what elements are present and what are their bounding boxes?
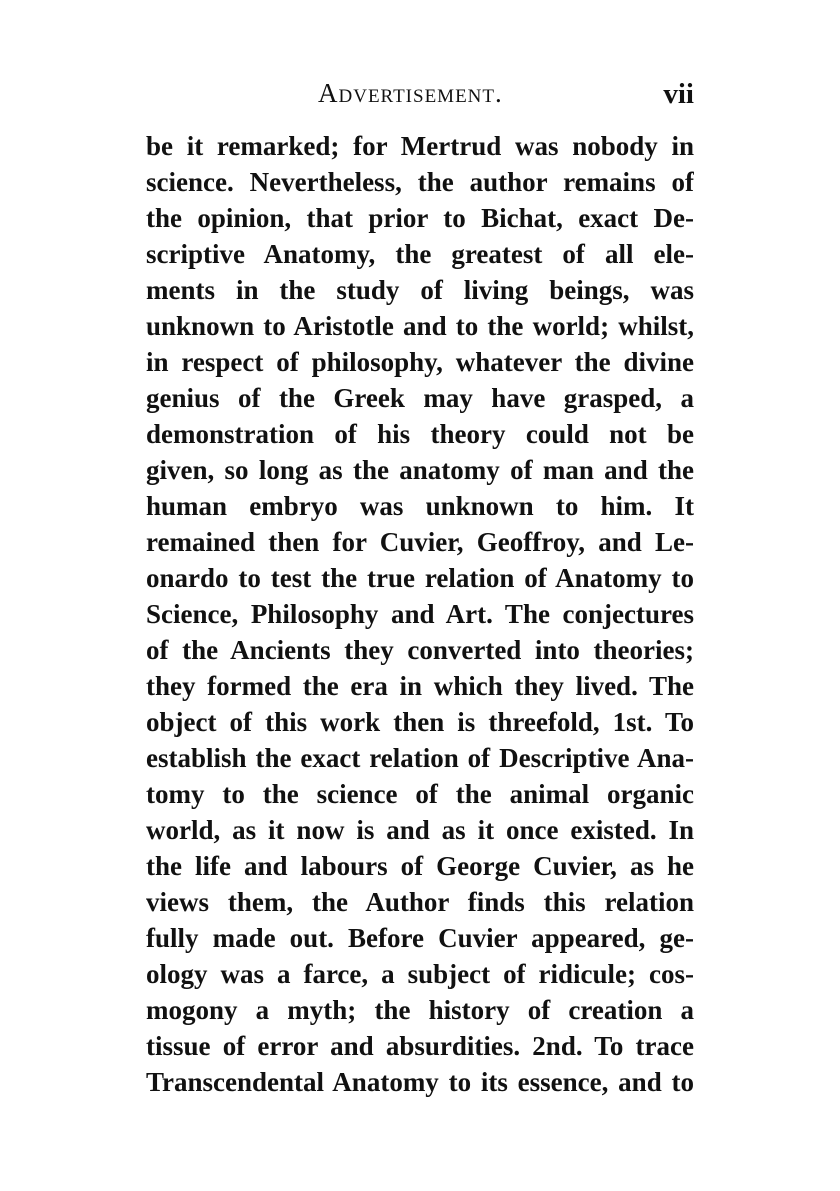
text-line: object of this work then is threefold, 1st. To xyxy=(146,707,694,737)
text-line: of the Ancients they converted into theories; xyxy=(146,635,694,665)
running-head xyxy=(146,78,694,118)
text-line: unknown to Aristotle and to the world; whilst, xyxy=(146,311,694,341)
text-line: the life and labours of George Cuvier, as he xyxy=(146,851,694,881)
text-line: tomy to the science of the animal organic xyxy=(146,779,694,809)
text-line: human embryo was unknown to him. It xyxy=(146,491,694,521)
text-line: Science, Philosophy and Art. The conjectures xyxy=(146,599,694,629)
text-line: science. Nevertheless, the author remains of xyxy=(146,167,694,197)
text-line: mogony a myth; the history of creation a xyxy=(146,995,694,1025)
text-line: establish the exact relation of Descriptive Ana- xyxy=(146,743,694,773)
text-line: in respect of philosophy, whatever the divine xyxy=(146,347,694,377)
text-line: ology was a farce, a subject of ridicule; cos- xyxy=(146,959,694,989)
text-line: views them, the Author finds this relation xyxy=(146,887,694,917)
text-line: scriptive Anatomy, the greatest of all ele- xyxy=(146,239,694,269)
text-line: Transcendental Anatomy to its essence, and to xyxy=(146,1067,694,1097)
body-text xyxy=(146,128,694,1100)
running-head-title: Advertisement. xyxy=(318,78,503,108)
text-line: fully made out. Before Cuvier appeared, ge- xyxy=(146,923,694,953)
text-line: be it remarked; for Mertrud was nobody in xyxy=(146,131,694,161)
text-line: genius of the Greek may have grasped, a xyxy=(146,383,694,413)
text-line: remained then for Cuvier, Geoffroy, and Le- xyxy=(146,527,694,557)
text-line: demonstration of his theory could not be xyxy=(146,419,694,449)
text-line: they formed the era in which they lived. The xyxy=(146,671,694,701)
text-line: onardo to test the true relation of Anatomy to xyxy=(146,563,694,593)
text-line: tissue of error and absurdities. 2nd. To trace xyxy=(146,1031,694,1061)
page-number: vii xyxy=(663,78,694,110)
text-line: ments in the study of living beings, was xyxy=(146,275,694,305)
text-line: world, as it now is and as it once existed. In xyxy=(146,815,694,845)
text-line: given, so long as the anatomy of man and the xyxy=(146,455,694,485)
text-line: the opinion, that prior to Bichat, exact De- xyxy=(146,203,694,233)
